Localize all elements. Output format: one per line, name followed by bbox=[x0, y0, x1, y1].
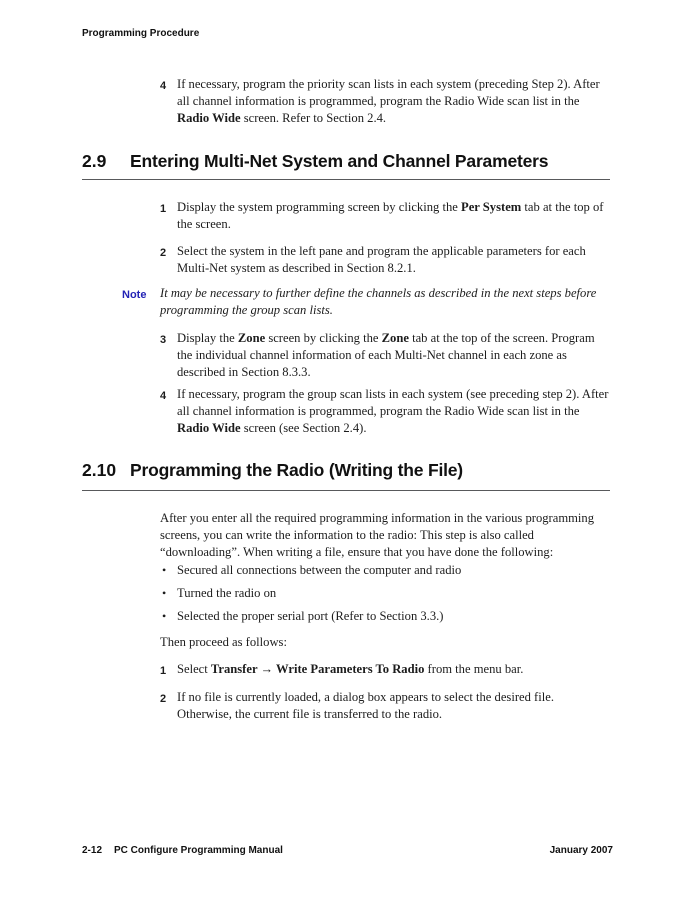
section-title: Programming the Radio (Writing the File) bbox=[130, 460, 463, 480]
list-item bbox=[160, 76, 612, 127]
note-label: Note bbox=[122, 289, 147, 301]
section-number: 2.9 bbox=[82, 151, 107, 171]
step-number: 3 bbox=[160, 334, 167, 346]
section-heading-2-10 bbox=[82, 460, 610, 491]
note-block bbox=[122, 285, 614, 319]
bullet-item bbox=[162, 585, 612, 602]
footer-left bbox=[82, 845, 283, 856]
list-item bbox=[160, 689, 612, 723]
bullet-text: Secured all connections between the computer and radio bbox=[177, 563, 462, 577]
step-number: 2 bbox=[160, 693, 167, 705]
step-text: If no file is currently loaded, a dialog box appears to select the desired file. Otherwise, the current file is transferred to the radio. bbox=[177, 690, 554, 721]
step-number: 1 bbox=[160, 665, 167, 677]
list-item bbox=[160, 199, 612, 233]
bullet-text: Selected the proper serial port (Refer to Section 3.3.) bbox=[177, 609, 444, 623]
footer-date: January 2007 bbox=[549, 845, 613, 856]
footer bbox=[82, 845, 613, 856]
step-text: Display the system programming screen by clicking the Per System tab at the top of the screen. bbox=[177, 200, 604, 231]
section-title: Entering Multi-Net System and Channel Parameters bbox=[130, 151, 549, 171]
step-text: If necessary, program the priority scan lists in each system (preceding Step 2). After all channel information is programmed, program the Radio Wide scan list in the Radio Wide screen. Refer to Section 2.4. bbox=[177, 77, 600, 125]
bullet-glyph: • bbox=[162, 586, 167, 600]
bullet-text: Turned the radio on bbox=[177, 586, 277, 600]
page-number: 2-12 bbox=[82, 845, 103, 856]
note-text: It may be necessary to further define the channels as described in the next steps before programming the group scan lists. bbox=[160, 286, 597, 317]
list-item bbox=[160, 661, 612, 680]
body-paragraph: After you enter all the required programming information in the various programming screens, you can write the information to the radio: This step is also called “downloading”. When writing a file, ensure that you have done the following: bbox=[160, 511, 595, 559]
list-item bbox=[160, 330, 612, 381]
list-item bbox=[160, 243, 612, 277]
step-text: Display the Zone screen by clicking the Zone tab at the top of the screen. Program the individual channel information of each Multi-Net channel in each zone as described in Section 8.3.3. bbox=[177, 331, 595, 379]
body-paragraph: Then proceed as follows: bbox=[160, 635, 287, 649]
step-number: 4 bbox=[160, 390, 167, 402]
running-header: Programming Procedure bbox=[82, 28, 200, 39]
step-text: If necessary, program the group scan lists in each system (see preceding step 2). After all channel information is programmed, program the Radio Wide scan list in the Radio Wide screen (see Section 2.4). bbox=[177, 387, 609, 435]
section-heading-2-9 bbox=[82, 151, 610, 180]
step-text: Select the system in the left pane and program the applicable parameters for each Multi-Net system as described in Section 8.2.1. bbox=[177, 244, 586, 275]
manual-title: PC Configure Programming Manual bbox=[114, 845, 283, 856]
step-number: 4 bbox=[160, 80, 167, 92]
list-item bbox=[160, 386, 612, 437]
bullet-item bbox=[162, 608, 612, 625]
step-number: 2 bbox=[160, 247, 167, 259]
section-number: 2.10 bbox=[82, 460, 117, 480]
step-number: 1 bbox=[160, 203, 167, 215]
bullet-item bbox=[162, 562, 612, 579]
bullet-glyph: • bbox=[162, 609, 167, 623]
bullet-list bbox=[162, 562, 612, 631]
bullet-glyph: • bbox=[162, 563, 167, 577]
step-text: Select Transfer → Write Parameters To Radio from the menu bar. bbox=[177, 662, 524, 676]
